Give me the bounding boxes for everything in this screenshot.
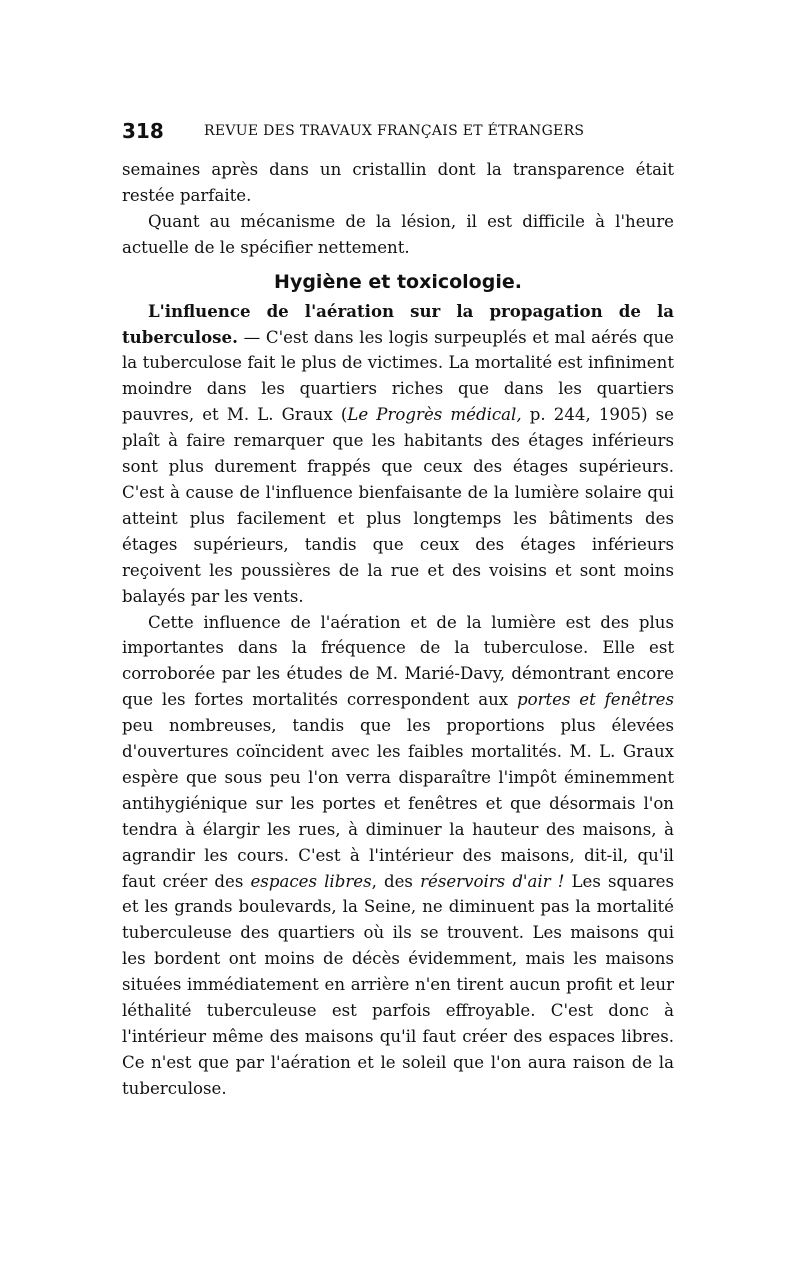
paragraph-influence [122,610,674,1102]
page-header [122,118,682,144]
paragraph-mechanism: Quant au mécanisme de la lésion, il est difficile à l'heure actuelle de le spécifier nettement. [122,211,674,257]
emphasis-portes-fenetres: portes et fenêtres [516,690,674,710]
paragraph-text: Les squares et les grands boulevards, la Seine, ne diminuent pas la mortalité tuberculeuse des quartiers où ils se trouvent. Les maisons qui les bordent ont moins de décès évidemment, mais les maisons situées immédiatement en arrière n'en tirent aucun profit et leur léthalité tuberculeuse est parfois effroyable. C'est donc à l'intérieur même des maisons qu'il faut créer des espaces libres. Ce n'est que par l'aération et le soleil que l'on aura raison de la tuberculose. [122,871,674,1098]
article-title: L'influence de l'aération sur la propagation de la tuberculose. [122,300,674,347]
section-heading: Hygiène et toxicologie. [274,270,522,293]
paragraph-text: , des [371,871,421,891]
paragraph-text: — C'est dans les logis surpeuplés et mal aérés que la tuberculose fait le plus de victimes. La mortalité est infiniment moindre dans les quartiers riches que dans les quartiers pauvres, et M. L. Graux ( [122,327,674,425]
paragraph-text: Cette influence de l'aération et de la lumière est des plus importantes dans la fréquence de la tuberculose. Elle est corroborée par les études de M. Marié-Davy, démontrant encore que les fortes mortalités correspondent aux [122,612,674,710]
paragraph-text: peu nombreuses, tandis que les proportions plus élevées d'ouvertures coïncident avec les faibles mortalités. M. L. Graux espère que sous peu l'on verra disparaître l'impôt éminemment antihygiénique sur les portes et fenêtres et que désormais l'on tendra à élargir les rues, à diminuer la hauteur des maisons, à agrandir les cours. C'est à l'intérieur des maisons, dit-il, qu'il faut créer des [122,716,674,891]
citation-title: Le Progrès médical, [347,405,522,425]
emphasis-espaces-libres: espaces libres [250,871,372,891]
page-body [122,157,674,1102]
running-head: REVUE DES TRAVAUX FRANÇAIS ET ÉTRANGERS [204,123,585,139]
paragraph-aeration [122,299,674,610]
paragraph-text: p. 244, 1905) se plaît à faire remarquer que les habitants des étages inférieurs sont plus durement frappés que ceux des étages supérieurs. C'est à cause de l'influence bienfaisante de la lumière solaire qui atteint plus facilement et plus longtemps les bâtiments des étages supérieurs, tandis que ceux des étages inférieurs reçoivent les poussières de la rue et des voisins et sont moins balayés par les vents. [122,405,674,606]
emphasis-reservoirs-air: réservoirs d'air ! [420,871,565,891]
paragraph-continuation: semaines après dans un cristallin dont la transparence était restée parfaite. [122,160,674,205]
page-number: 318 [122,119,164,143]
